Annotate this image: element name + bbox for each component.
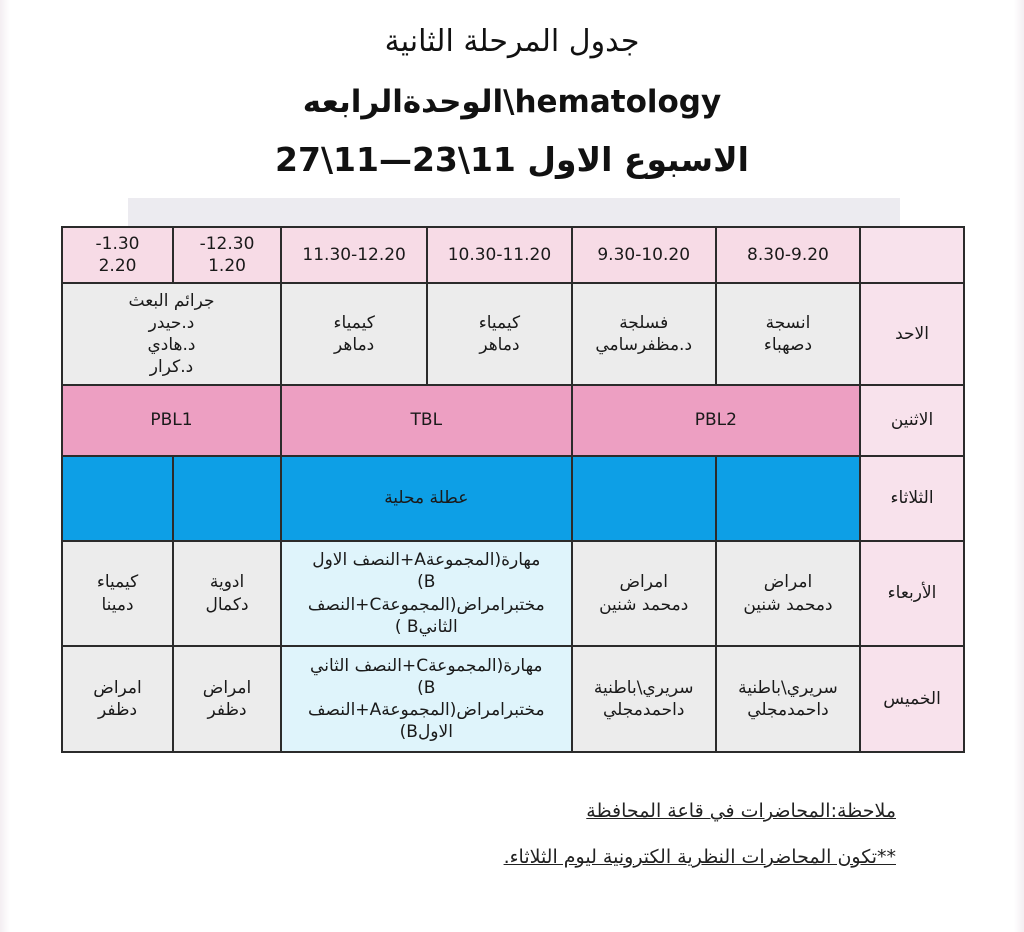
thursday-slot-5: امراض دظفر bbox=[173, 646, 281, 752]
sunday-slot-2: فسلجة د.مظفرسامي bbox=[572, 283, 716, 385]
monday-tbl: TBL bbox=[281, 385, 572, 456]
row-thursday bbox=[62, 646, 964, 752]
note-lecture-hall: ملاحظة:المحاضرات في قاعة المحافظة bbox=[586, 800, 896, 822]
day-thursday: الخميس bbox=[860, 646, 964, 752]
wednesday-slot-1: امراض دمحمد شنين bbox=[716, 541, 860, 646]
sunday-slot-5-6: جرائم البعث د.حيدر د.هادي د.كرار bbox=[62, 283, 281, 385]
wednesday-slot-2: امراض دمحمد شنين bbox=[572, 541, 716, 646]
time-slot-1: 8.30-9.20 bbox=[716, 227, 860, 283]
tuesday-slot-1 bbox=[716, 456, 860, 541]
wednesday-slot-3-4: مهارة(المجموعةA+النصف الاول B) مختبرامراض(المجموعةC+النصف الثانيB ) bbox=[281, 541, 572, 646]
wednesday-slot-6: كيمياء دمينا bbox=[62, 541, 173, 646]
sunday-slot-4: كيمياء دماهر bbox=[281, 283, 427, 385]
day-wednesday: الأربعاء bbox=[860, 541, 964, 646]
monday-pbl1: PBL1 bbox=[62, 385, 281, 456]
day-sunday: الاحد bbox=[860, 283, 964, 385]
sunday-slot-1: انسجة دصهباء bbox=[716, 283, 860, 385]
time-slot-6: -1.30 2.20 bbox=[62, 227, 173, 283]
time-row bbox=[62, 227, 964, 283]
note-online-tuesday: **تكون المحاضرات النظرية الكترونية ليوم الثلاثاء. bbox=[503, 846, 896, 868]
time-slot-2: 9.30-10.20 bbox=[572, 227, 716, 283]
thursday-slot-6: امراض دظفر bbox=[62, 646, 173, 752]
corner-cell bbox=[860, 227, 964, 283]
thursday-slot-2: سريري\باطنية داحمدمجلي bbox=[572, 646, 716, 752]
tuesday-slot-5 bbox=[173, 456, 281, 541]
time-slot-3: 10.30-11.20 bbox=[427, 227, 571, 283]
thursday-slot-3-4: مهارة(المجموعةC+النصف الثاني B) مختبرامراض(المجموعةA+النصف الاولB) bbox=[281, 646, 572, 752]
tuesday-slot-2 bbox=[572, 456, 716, 541]
day-tuesday: الثلاثاء bbox=[860, 456, 964, 541]
sunday-slot-3: كيمياء دماهر bbox=[427, 283, 571, 385]
schedule-title: جدول المرحلة الثانية bbox=[384, 24, 640, 59]
row-wednesday bbox=[62, 541, 964, 646]
time-slot-4: 11.30-12.20 bbox=[281, 227, 427, 283]
row-monday bbox=[62, 385, 964, 456]
schedule-unit: hematology\الوحدةالرابعه bbox=[302, 84, 722, 120]
time-slot-5: -12.30 1.20 bbox=[173, 227, 281, 283]
tuesday-holiday: عطلة محلية bbox=[281, 456, 572, 541]
wednesday-slot-5: ادوية دكمال bbox=[173, 541, 281, 646]
monday-pbl2: PBL2 bbox=[572, 385, 861, 456]
header-band bbox=[128, 198, 900, 228]
row-sunday bbox=[62, 283, 964, 385]
schedule-week: الاسبوع الاول 11\23—11\27 bbox=[275, 140, 749, 179]
day-monday: الاثنين bbox=[860, 385, 964, 456]
row-tuesday bbox=[62, 456, 964, 541]
thursday-slot-1: سريري\باطنية داحمدمجلي bbox=[716, 646, 860, 752]
tuesday-slot-6 bbox=[62, 456, 173, 541]
schedule-table bbox=[61, 226, 965, 753]
